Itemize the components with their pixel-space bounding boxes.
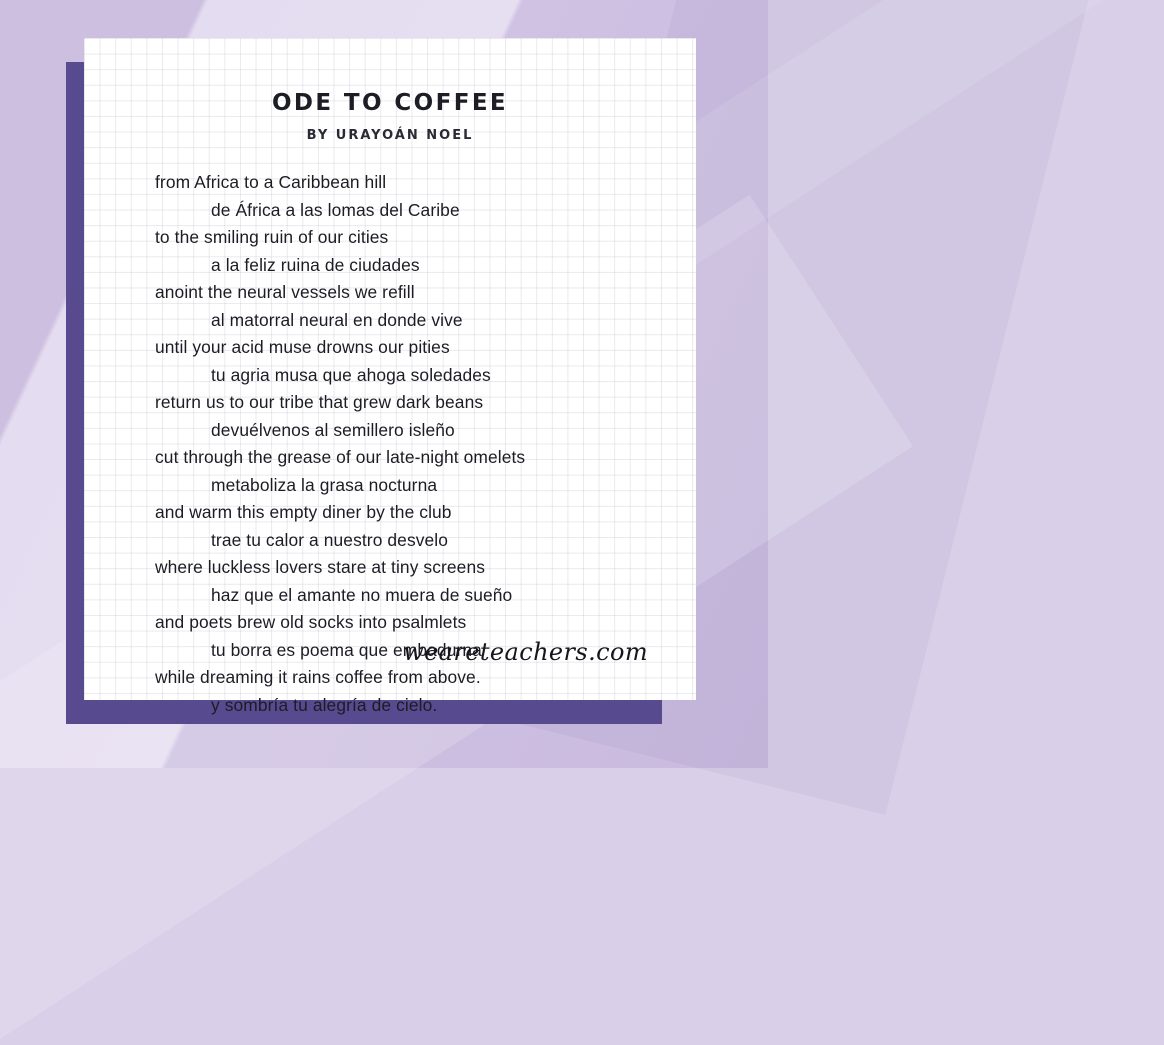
poem-line: devuélvenos al semillero isleño bbox=[211, 419, 455, 440]
poem-line: from Africa to a Caribbean hill bbox=[155, 172, 387, 192]
poem-byline: BY URAYOÁN NOEL bbox=[306, 128, 474, 143]
poem-line: de África a las lomas del Caribe bbox=[211, 199, 460, 220]
poem-line: cut through the grease of our late-night omelets bbox=[155, 447, 526, 467]
site-signature: weareteachers.com bbox=[403, 638, 648, 666]
poem-line: a la feliz ruina de ciudades bbox=[211, 254, 420, 275]
poem-line: tu borra es poema que embadurna bbox=[211, 639, 482, 660]
poem-line: haz que el amante no muera de sueño bbox=[211, 584, 513, 605]
page-title: ODE TO COFFEE bbox=[271, 90, 509, 116]
poem-line: return us to our tribe that grew dark beans bbox=[155, 392, 484, 412]
poem-card-content bbox=[84, 38, 696, 715]
poem-line: and poets brew old socks into psalmlets bbox=[155, 612, 467, 632]
poem-line: where luckless lovers stare at tiny screens bbox=[155, 557, 486, 577]
poem-line: tu agria musa que ahoga soledades bbox=[211, 364, 491, 385]
poem-line: anoint the neural vessels we refill bbox=[155, 282, 415, 302]
poem-line: until your acid muse drowns our pities bbox=[155, 337, 450, 357]
poem-card bbox=[84, 38, 696, 715]
poem-line: y sombría tu alegría de cielo. bbox=[211, 694, 438, 715]
poem-line: trae tu calor a nuestro desvelo bbox=[211, 529, 449, 550]
poem-line: al matorral neural en donde vive bbox=[211, 309, 463, 330]
poem-body bbox=[155, 169, 625, 719]
poster-canvas bbox=[0, 0, 768, 768]
poem-line: to the smiling ruin of our cities bbox=[155, 227, 389, 247]
poem-line: while dreaming it rains coffee from above. bbox=[155, 667, 481, 687]
poem-line: metaboliza la grasa nocturna bbox=[211, 474, 438, 495]
poem-line: and warm this empty diner by the club bbox=[155, 502, 452, 522]
